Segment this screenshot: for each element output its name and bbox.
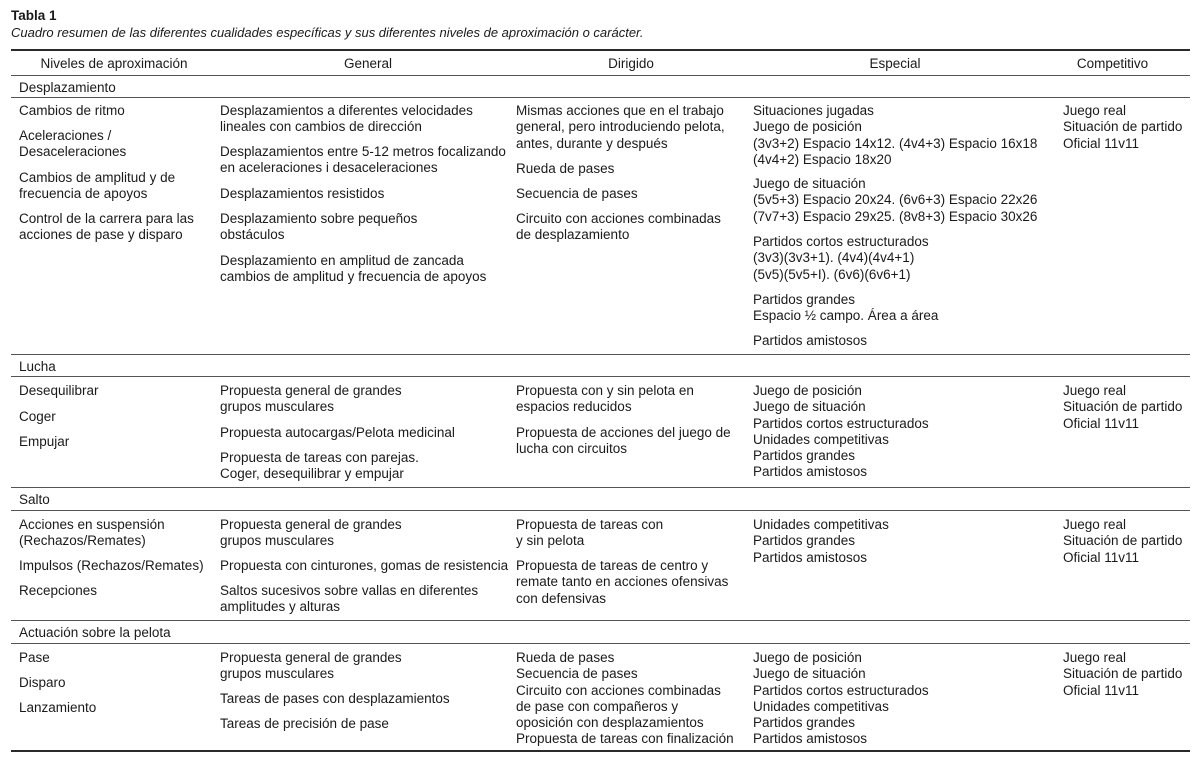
section-rule [11,643,1190,644]
nivel-item: Empujar [19,434,70,449]
header-dirigido: Dirigido [608,56,654,71]
general-item: Desplazamientos entre 5-12 metros focalizando en aceleraciones i desaceleraciones [220,144,506,176]
nivel-item: Pase [19,650,50,665]
nivel-item: Desequilibrar [19,383,99,398]
nivel-item: Lanzamiento [19,700,97,715]
especial-item: Juego de posición Juego de situación Partidos cortos estructurados Unidades competitivas Partidos grandes Partidos amistosos [753,650,929,747]
general-item: Saltos sucesivos sobre vallas en diferentes amplitudes y alturas [220,583,479,615]
dirigido-item: Circuito con acciones combinadas de desplazamiento [516,211,721,243]
general-item: Propuesta autocargas/Pelota medicinal [220,425,455,440]
general-item: Tareas de precisión de pase [220,716,389,731]
section-title: Actuación sobre la pelota [19,625,171,640]
dirigido-item: Secuencia de pases [516,186,638,201]
section-rule [11,510,1190,511]
table-bottom-rule [11,750,1190,752]
section-title: Desplazamiento [19,80,116,95]
general-item: Tareas de pases con desplazamientos [220,691,450,706]
dirigido-item: Rueda de pases [516,161,615,176]
nivel-item: Aceleraciones / Desaceleraciones [19,128,127,160]
section-title: Salto [19,492,50,507]
header-top-rule [11,49,1190,51]
section-rule [11,376,1190,377]
general-item: Desplazamiento sobre pequeños obstáculos [220,211,418,243]
nivel-item: Coger [19,409,56,424]
section-rule [11,487,1190,488]
nivel-item: Cambios de ritmo [19,103,125,118]
competitivo-item: Juego real Situación de partido Oficial 11v11 [1063,517,1183,565]
nivel-item: Control de la carrera para las acciones de pase y disparo [19,211,194,243]
header-niveles: Niveles de aproximación [40,56,188,71]
competitivo-item: Juego real Situación de partido Oficial 11v11 [1063,103,1183,151]
nivel-item: Cambios de amplitud y de frecuencia de apoyos [19,170,176,202]
header-bottom-rule [11,75,1190,76]
dirigido-item: Propuesta con y sin pelota en espacios reducidos [516,383,694,415]
table-caption-title: Tabla 1 [11,8,57,23]
section-rule [11,354,1190,355]
header-general: General [343,56,393,71]
dirigido-item: Propuesta de tareas de centro y remate tanto en acciones ofensivas con defensivas [516,558,729,606]
dirigido-item: Propuesta de acciones del juego de lucha con circuitos [516,425,731,457]
dirigido-item: Rueda de pases Secuencia de pases Circuito con acciones combinadas de pase con compañeros y oposición con desplazamientos Propuesta de tareas con finalización [516,650,734,747]
especial-item: Unidades competitivas Partidos grandes Partidos amistosos [753,517,889,565]
nivel-item: Recepciones [19,583,98,598]
competitivo-item: Juego real Situación de partido Oficial 11v11 [1063,383,1183,431]
nivel-item: Impulsos (Rechazos/Remates) [19,558,204,573]
general-item: Propuesta general de grandes grupos musculares [220,383,402,415]
especial-item: Juego de posición Juego de situación Partidos cortos estructurados Unidades competitivas Partidos grandes Partidos amistosos [753,383,929,480]
general-item: Desplazamiento en amplitud de zancada cambios de amplitud y frecuencia de apoyos [220,253,487,285]
general-item: Propuesta general de grandes grupos musculares [220,517,402,549]
header-competitivo: Competitivo [1076,56,1149,71]
section-rule [11,97,1190,98]
general-item: Propuesta general de grandes grupos musculares [220,650,402,682]
dirigido-item: Propuesta de tareas con y sin pelota [516,517,664,549]
header-especial: Especial [869,56,921,71]
especial-item: Situaciones jugadas Juego de posición (3v3+2) Espacio 14x12. (4v4+3) Espacio 16x18 (4v4+2) Espacio 18x20 [753,103,1038,167]
general-item: Propuesta con cinturones, gomas de resistencia [220,558,509,573]
nivel-item: Acciones en suspensión (Rechazos/Remates) [19,517,165,549]
general-item: Desplazamientos resistidos [220,186,385,201]
competitivo-item: Juego real Situación de partido Oficial 11v11 [1063,650,1183,698]
section-rule [11,620,1190,621]
especial-item: Partidos amistosos [753,333,868,348]
especial-item: Juego de situación (5v5+3) Espacio 20x24. (6v6+3) Espacio 22x26 (7v7+3) Espacio 29x25. (8v8+3) Espacio 30x26 [753,176,1038,224]
nivel-item: Disparo [19,675,66,690]
general-item: Propuesta de tareas con parejas. Coger, desequilibrar y empujar [220,450,419,482]
dirigido-item: Mismas acciones que en el trabajo general, pero introduciendo pelota, antes, durante y después [516,103,725,151]
section-title: Lucha [19,359,56,374]
general-item: Desplazamientos a diferentes velocidades lineales con cambios de dirección [220,103,473,135]
especial-item: Partidos grandes Espacio ½ campo. Área a área [753,292,939,324]
especial-item: Partidos cortos estructurados (3v3)(3v3+1). (4v4)(4v4+1) (5v5)(5v5+I). (6v6)(6v6+1) [753,234,929,282]
table-caption-subtitle: Cuadro resumen de las diferentes cualidades específicas y sus diferentes niveles de aproximación o carácter. [11,25,644,40]
